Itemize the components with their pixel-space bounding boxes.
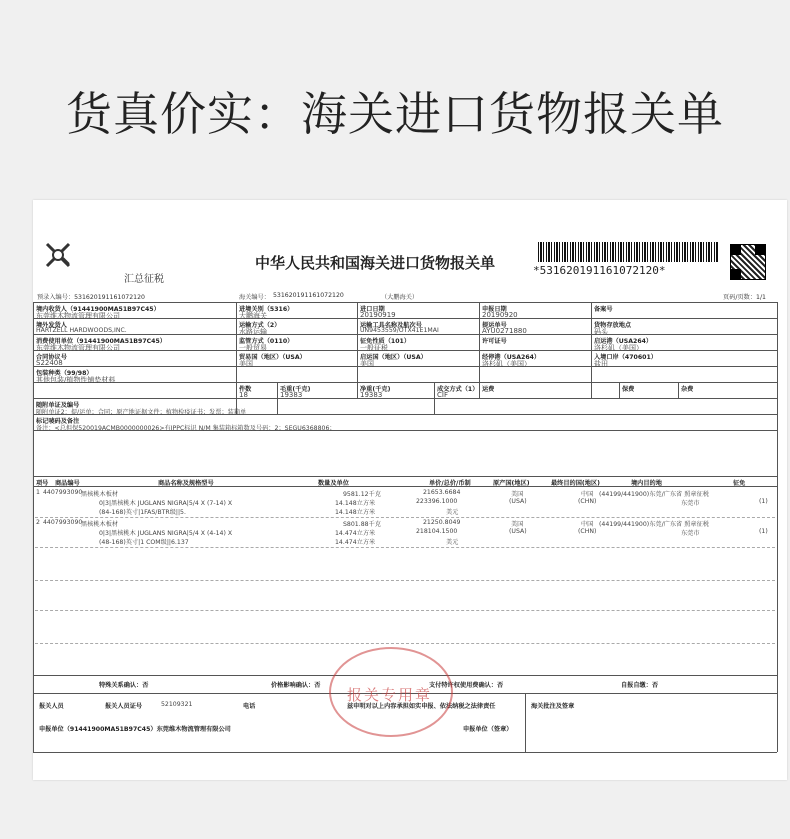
item-qty-1: S801.88千克 bbox=[343, 521, 381, 528]
item-total-price: 223396.1000 bbox=[416, 498, 458, 505]
item-source-city: 东莞市 bbox=[681, 500, 700, 507]
item-qty-3: 14.148立方米 bbox=[335, 509, 376, 516]
item-name: 黑核桃木板材 bbox=[81, 491, 119, 498]
item-source-city: 东莞市 bbox=[681, 530, 700, 537]
misc-fee-label: 杂费 bbox=[681, 386, 694, 393]
marks-label: 标记唛码及备注 bbox=[36, 418, 80, 425]
supervision-value: 一般贸易 bbox=[239, 344, 267, 352]
col-code: 商品编号 bbox=[55, 480, 80, 487]
item-spec-2: (84-168)英寸|1FAS/BTR级||5. bbox=[99, 509, 186, 516]
attached-docs-value: 随附单证2：提/运单；合同；原产地证据文件；植物检疫证书；发票；装箱单 bbox=[36, 409, 247, 416]
consignee-label: 境内收货人（91441900MA51B97C45） bbox=[36, 306, 160, 313]
import-date-value: 20190919 bbox=[360, 311, 396, 319]
package-value: 其他包装/植物性铺垫材料 bbox=[36, 376, 116, 384]
col-name: 商品名称及规格型号 bbox=[158, 480, 214, 487]
stamp-text: 报关专用章 bbox=[347, 686, 433, 704]
vessel-label: 运输工具名称及航次号 bbox=[360, 322, 422, 329]
storage-label: 货物存放地点 bbox=[594, 322, 632, 329]
item-source: (44199/441900)东莞/广东省 照章征税 bbox=[599, 521, 709, 528]
customs-number: 531620191161072120 bbox=[273, 292, 344, 299]
item-unit-price: 21250.8049 bbox=[423, 519, 461, 526]
item-unit-price: 21653.6684 bbox=[423, 489, 461, 496]
col-quantity: 数量及单位 bbox=[318, 480, 349, 487]
qr-code-icon bbox=[730, 244, 766, 280]
declare-date-value: 20190920 bbox=[482, 311, 518, 319]
item-qty-3: 14.474立方米 bbox=[335, 539, 376, 546]
customs-declaration-form bbox=[33, 200, 787, 780]
col-price: 单价/总价/币制 bbox=[429, 480, 471, 487]
item-dest-code: (CHN) bbox=[578, 498, 597, 505]
entry-port-label: 进境关别（5316） bbox=[239, 306, 294, 313]
customs-number-label: 海关编号： bbox=[239, 294, 270, 301]
record-number-label: 备案号 bbox=[594, 306, 613, 313]
entry-place-value: 盐田 bbox=[594, 360, 608, 368]
customs-note-label: 海关批注及签章 bbox=[531, 703, 575, 710]
trade-country-label: 贸易国（地区）（USA） bbox=[239, 354, 306, 361]
item-qty-1: 9581.12千克 bbox=[343, 491, 381, 498]
entry-place-label: 入境口岸（470601） bbox=[594, 354, 657, 361]
deal-mode-label: 成交方式（1） bbox=[437, 386, 479, 393]
col-origin: 原产国(地区) bbox=[493, 480, 530, 487]
bill-of-lading-label: 提运单号 bbox=[482, 322, 507, 329]
net-weight-label: 净重(千克) bbox=[360, 386, 391, 393]
item-qty-2: 14.474立方米 bbox=[335, 530, 376, 537]
shipper-label: 境外发货人 bbox=[36, 322, 67, 329]
item-code: 4407993090 bbox=[43, 489, 83, 496]
col-source: 境内目的地 bbox=[631, 480, 662, 487]
barcode-text: *531620191161072120* bbox=[533, 264, 666, 277]
customs-office-name: （大鹏海关） bbox=[381, 294, 419, 301]
item-spec: 0|3|黑核桃木 JUGLANS NIGRA|5/4 X (4-14) X bbox=[99, 530, 233, 537]
special-relation-confirm: 特殊关系确认：否 bbox=[99, 682, 149, 689]
departure-port-label: 启运港（USA264） bbox=[594, 338, 653, 345]
barcode bbox=[538, 242, 718, 262]
origin-country-value: 美国 bbox=[360, 360, 374, 368]
trade-country-value: 美国 bbox=[239, 360, 253, 368]
item-dest: 中国 bbox=[581, 521, 594, 528]
item-origin-code: (USA) bbox=[509, 528, 527, 535]
applicant-label: 申报单位（91441900MA51B97C45）东莞维木物流管理有限公司 bbox=[39, 726, 231, 733]
pre-entry-number: 预录入编号：531620191161072120 bbox=[37, 294, 145, 301]
consignee-value: 东莞维木物流管理有限公司 bbox=[36, 312, 120, 320]
phone-label: 电话 bbox=[243, 703, 256, 710]
legal-statement: 兹申明对以上内容承担如实申报、依法纳税之法律责任 bbox=[347, 703, 496, 710]
item-origin: 美国 bbox=[511, 491, 524, 498]
price-impact-confirm: 价格影响确认：否 bbox=[271, 682, 321, 689]
supervision-label: 监管方式（0110） bbox=[239, 338, 294, 345]
page-count: 页码/页数：1/1 bbox=[723, 294, 766, 301]
pieces-label: 件数 bbox=[239, 386, 252, 393]
user-label: 消费使用单位（91441900MA51B97C45） bbox=[36, 338, 166, 345]
office-label: 汇总征税 bbox=[124, 274, 164, 285]
departure-port-value: 洛杉矶（美国） bbox=[594, 344, 643, 352]
form-title: 中华人民共和国海关进口货物报关单 bbox=[255, 254, 496, 272]
levy-label: 征免性质（101） bbox=[360, 338, 411, 345]
royalty-confirm: 支付特许权使用费确认：否 bbox=[429, 682, 504, 689]
item-name: 黑核桃木板材 bbox=[81, 521, 119, 528]
col-item-no: 项号 bbox=[36, 480, 49, 487]
freight-label: 运费 bbox=[482, 386, 495, 393]
page-headline: 货真价实：海关进口货物报关单 bbox=[66, 87, 724, 141]
item-dest: 中国 bbox=[581, 491, 594, 498]
entry-port-value: 大鹏海关 bbox=[239, 312, 267, 320]
vessel-value: UN9453559/OTX41E1MAI bbox=[360, 327, 439, 334]
import-date-label: 进口日期 bbox=[360, 306, 385, 313]
transport-mode-value: 水路运输 bbox=[239, 328, 267, 336]
item-spec: 0|3|黑核桃木 JUGLANS NIGRA|5/4 X (7-14) X bbox=[99, 500, 233, 507]
declarant-label: 报关人员 bbox=[39, 703, 64, 710]
customs-logo-icon bbox=[43, 240, 73, 270]
license-label: 许可证号 bbox=[482, 338, 507, 345]
transit-port-label: 经停港（USA264） bbox=[482, 354, 541, 361]
deal-mode-value: CIF bbox=[437, 391, 448, 399]
gross-weight-label: 毛重(千克) bbox=[280, 386, 311, 393]
transit-port-value: 洛杉矶（美国） bbox=[482, 360, 531, 368]
declarant-cert-label: 报关人员证号 bbox=[105, 703, 143, 710]
item-tax: (1) bbox=[759, 498, 768, 505]
marks-value: 备注：<总担保520019ACMB0000000026>有IPPC标识 N/M 集装箱标箱数及号码：2；SEGU6368806； bbox=[36, 425, 336, 432]
item-origin: 美国 bbox=[511, 521, 524, 528]
insurance-label: 保费 bbox=[622, 386, 635, 393]
transport-mode-label: 运输方式（2） bbox=[239, 322, 281, 329]
user-value: 东莞维木物流管理有限公司 bbox=[36, 344, 120, 352]
applicant-sign-label: 申报单位（签章） bbox=[463, 726, 513, 733]
item-number: 2 bbox=[36, 519, 40, 526]
item-qty-2: 14.148立方米 bbox=[335, 500, 376, 507]
shipper-value: HARTZELL HARDWOODS,INC. bbox=[36, 327, 127, 334]
levy-value: 一般征税 bbox=[360, 344, 388, 352]
attached-docs-label: 随附单证及编号 bbox=[36, 402, 80, 409]
self-pay-confirm: 自报自缴：否 bbox=[621, 682, 659, 689]
declare-date-label: 申报日期 bbox=[482, 306, 507, 313]
item-source: (44199/441900)东莞/广东省 照章征税 bbox=[599, 491, 709, 498]
item-number: 1 bbox=[36, 489, 40, 496]
origin-country-label: 启运国（地区）（USA） bbox=[360, 354, 427, 361]
item-tax: (1) bbox=[759, 528, 768, 535]
item-currency: 美元 bbox=[446, 539, 459, 546]
gross-weight-value: 19383 bbox=[280, 391, 303, 399]
item-code: 4407993090 bbox=[43, 519, 83, 526]
pieces-value: 18 bbox=[239, 391, 248, 399]
package-label: 包装种类（99/98） bbox=[36, 370, 93, 377]
item-dest-code: (CHN) bbox=[578, 528, 597, 535]
col-tax: 征免 bbox=[733, 480, 746, 487]
item-currency: 美元 bbox=[446, 509, 459, 516]
col-destination: 最终目的国(地区) bbox=[551, 480, 600, 487]
contract-value: S22408 bbox=[36, 359, 63, 367]
item-total-price: 218104.1500 bbox=[416, 528, 458, 535]
bill-of-lading-value: AYU0271880 bbox=[482, 327, 527, 335]
storage-value: 码头 bbox=[594, 328, 608, 336]
item-origin-code: (USA) bbox=[509, 498, 527, 505]
contract-label: 合同协议号 bbox=[36, 354, 67, 361]
net-weight-value: 19383 bbox=[360, 391, 383, 399]
declarant-cert-value: 52109321 bbox=[161, 701, 193, 708]
item-spec-2: (48-168)英寸|1 COM级||6.137 bbox=[99, 539, 189, 546]
